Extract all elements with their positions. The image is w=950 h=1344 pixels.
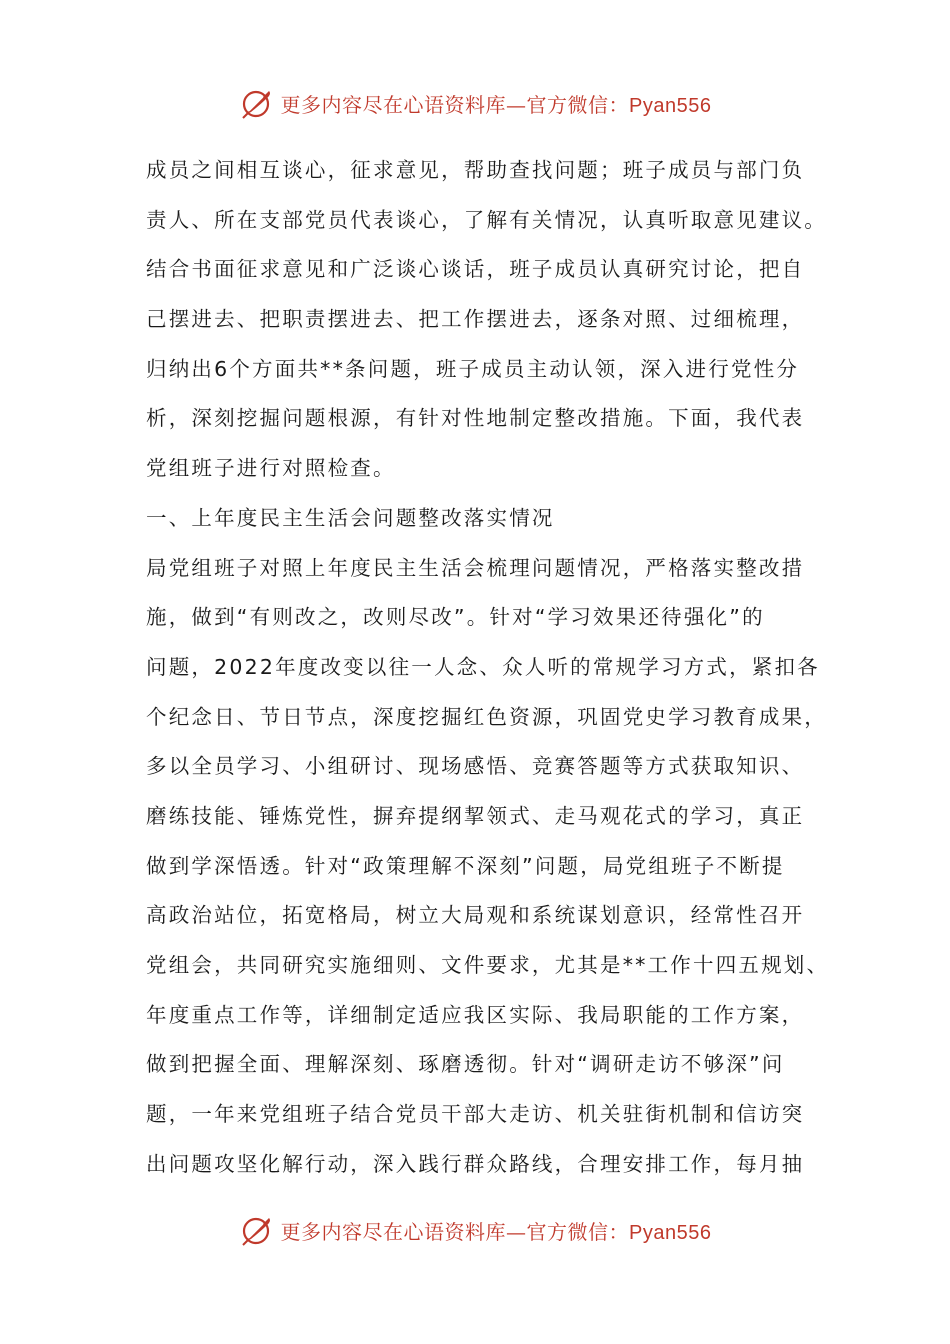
header-banner <box>0 83 950 123</box>
text-line: 党组会，共同研究实施细则、文件要求，尤其是**工作十四五规划、 <box>146 953 830 977</box>
header-banner-text <box>281 89 712 118</box>
header-wechat-id: Pyan556 <box>629 94 712 117</box>
section-heading: 一、上年度民主生活会问题整改落实情况 <box>146 505 555 530</box>
text-line: 年度重点工作等，详细制定适应我区实际、我局职能的工作方案， <box>146 1002 805 1027</box>
header-banner-content <box>239 85 712 121</box>
text-line: 结合书面征求意见和广泛谈心谈话，班子成员认真研究讨论，把自 <box>146 257 805 282</box>
text-line: 成员之间相互谈心，征求意见，帮助查找问题；班子成员与部门负 <box>146 158 805 182</box>
text-line: 己摆进去、把职责摆进去、把工作摆进去，逐条对照、过细梳理， <box>146 307 805 332</box>
text-line: 责人、所在支部党员代表谈心，了解有关情况，认真听取意见建议。 <box>146 207 827 232</box>
text-line: 局党组班子对照上年度民主生活会梳理问题情况，严格落实整改措 <box>146 555 805 580</box>
text-line: 施，做到“有则改之，改则尽改”。针对“学习效果还待强化”的 <box>146 605 765 630</box>
footer-banner-content <box>239 1212 712 1248</box>
document-body <box>146 146 830 1189</box>
text-line: 题，一年来党组班子结合党员干部大走访、机关驻街机制和信访突 <box>146 1102 805 1127</box>
text-line: 析，深刻挖掘问题根源，有针对性地制定整改措施。下面，我代表 <box>146 406 805 431</box>
footer-wechat-id: Pyan556 <box>629 1221 712 1244</box>
text-line: 磨练技能、锤炼党性，摒弃提纲挈领式、走马观花式的学习，真正 <box>146 803 805 828</box>
header-banner-label: 更多内容尽在心语资料库—官方微信： <box>280 92 630 117</box>
text-line: 做到把握全面、理解深刻、琢磨透彻。针对“调研走访不够深”问 <box>146 1052 785 1077</box>
quill-logo-icon <box>239 85 275 121</box>
text-line: 高政治站位，拓宽格局，树立大局观和系统谋划意识，经常性召开 <box>146 903 805 928</box>
text-line: 多以全员学习、小组研讨、现场感悟、竞赛答题等方式获取知识、 <box>146 754 805 779</box>
footer-banner-label: 更多内容尽在心语资料库—官方微信： <box>280 1219 630 1244</box>
text-line: 党组班子进行对照检查。 <box>146 456 396 481</box>
footer-banner <box>0 1210 950 1250</box>
text-line: 归纳出6个方面共**条问题，班子成员主动认领，深入进行党性分 <box>146 356 800 381</box>
footer-banner-text <box>281 1216 712 1245</box>
text-line: 做到学深悟透。针对“政策理解不深刻”问题，局党组班子不断提 <box>146 853 785 878</box>
text-line: 出问题攻坚化解行动，深入践行群众路线，合理安排工作，每月抽 <box>146 1151 805 1176</box>
text-line: 个纪念日、节日节点，深度挖掘红色资源，巩固党史学习教育成果， <box>146 704 827 729</box>
quill-logo-icon <box>239 1212 275 1248</box>
text-line: 问题，2022年度改变以往一人念、众人听的常规学习方式，紧扣各 <box>146 654 820 679</box>
